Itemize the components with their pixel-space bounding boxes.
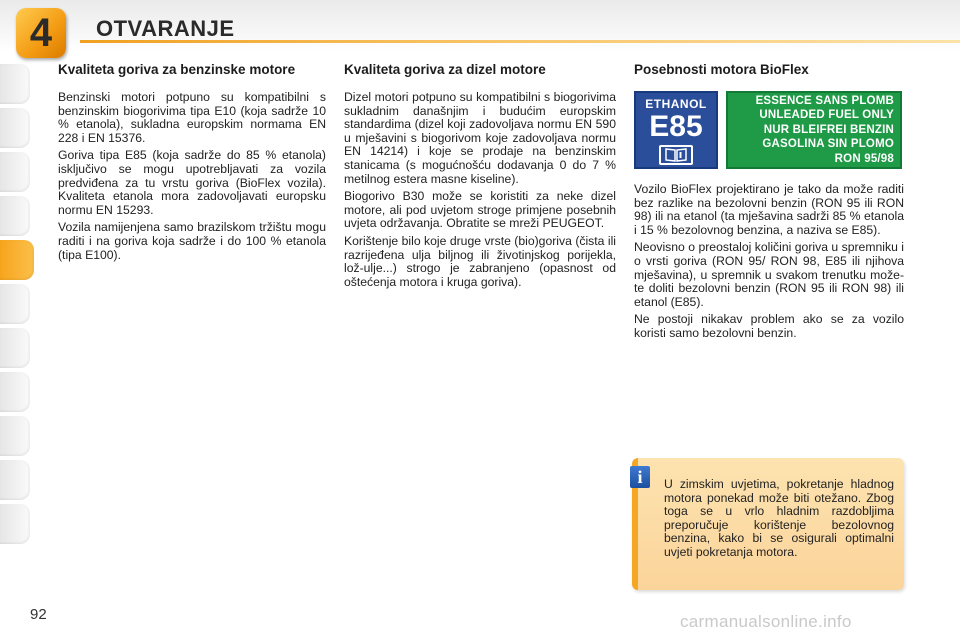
unleaded-label-line: UNLEADED FUEL ONLY xyxy=(759,109,894,122)
chapter-tab[interactable] xyxy=(0,64,30,104)
unleaded-label-line: GASOLINA SIN PLOMO xyxy=(762,138,894,151)
section-title: Posebnosti motora BioFlex xyxy=(634,62,809,77)
petrol-fuel-section xyxy=(58,62,326,266)
paragraph: Vozila namijenjena samo brazilskom tržištu mogu raditi i na goriva koja sadrže i do 100 % etanola (tipa E100). xyxy=(58,220,326,262)
paragraph: Ne postoji nikakav problem ako se za vozilo koristi samo bezolovni benzin. xyxy=(634,312,904,340)
paragraph: Benzinski motori potpuno su kompatibilni s benzinskim biogorivima tipa E10 (koja sadrže 10 % etanola), sukladna europskim normama EN 228 i EN 15376. xyxy=(58,90,326,145)
chapter-tab[interactable] xyxy=(0,284,30,324)
chapter-tab[interactable] xyxy=(0,372,30,412)
info-note-box xyxy=(632,458,904,590)
paragraph: Neovisno o preostaloj količini goriva u spremniku i o vrsti goriva (RON 95/ RON 98, E85 ili njihova mješavina), u spremnik u svakom trenutku može-te doliti bezolovni benzin (RON 95 ili RON 98) ili etanol (E85). xyxy=(634,240,904,309)
chapter-tab[interactable] xyxy=(0,152,30,192)
watermark: carmanualsonline.info xyxy=(680,612,852,631)
chapter-tab[interactable] xyxy=(0,196,30,236)
manual-book-icon xyxy=(659,145,693,165)
unleaded-label-line: ESSENCE SANS PLOMB xyxy=(755,94,894,107)
chapter-tab[interactable] xyxy=(0,416,30,456)
paragraph: Vozilo BioFlex projektirano je tako da može raditi bez razlike na bezolovni benzin (RON 95 ili RON 98) ili na etanol (ta mješavina sadrži 85 % etanola i 15 % bezolovnog benzina, a naziva se E85). xyxy=(634,182,904,237)
chapter-tab[interactable] xyxy=(0,328,30,368)
info-note-text: U zimskim uvjetima, pokretanje hladnog motora ponekad može biti otežano. Zbog toga se u vrlo hladnim razdobljima preporučuje korištenje bezolovnog benzina, kako bi se osigurali optimalni uvjeti pokretanja motora. xyxy=(664,477,894,559)
section-title: Kvaliteta goriva za benzinske motore xyxy=(58,62,296,77)
bioflex-section xyxy=(634,62,904,345)
chapter-badge xyxy=(16,8,66,58)
paragraph: Dizel motori potpuno su kompatibilni s biogorivima sukladnim današnjim i budućim europskim standardima (dizel koji zadovoljava normu EN 590 u mješavini s biogorivom koje zadovoljava normu EN 14214) i koje se prodaje na benzinskim stanicama (s mogućnošću dodavanja 0 do 7 % metilnog estera masne kiseline). xyxy=(344,90,616,186)
chapter-tab[interactable] xyxy=(0,460,30,500)
unleaded-label-line: RON 95/98 xyxy=(834,152,894,165)
page-number: 92 xyxy=(30,606,47,623)
paragraph: Goriva tipa E85 (koja sadrže do 85 % etanola) isključivo se mogu upotrebljavati za vozila predviđena za tu vrstu goriva (BioFlex vozila). Kvaliteta etanola mora zadovoljavati europsku normu EN 15293. xyxy=(58,148,326,217)
unleaded-fuel-label xyxy=(726,91,902,169)
ethanol-label-top: ETHANOL xyxy=(645,97,707,111)
fuel-labels xyxy=(634,91,904,169)
diesel-fuel-section xyxy=(344,62,616,293)
chapter-tab[interactable] xyxy=(0,504,30,544)
info-icon: i xyxy=(630,466,650,488)
ethanol-label-main: E85 xyxy=(649,110,703,143)
ethanol-e85-label xyxy=(634,91,718,169)
section-title: Kvaliteta goriva za dizel motore xyxy=(344,62,546,77)
chapter-tab[interactable] xyxy=(0,108,30,148)
paragraph: Biogorivo B30 može se koristiti za neke dizel motore, ali pod uvjetom stroge primjene posebnih uvjeta održavanja. Obratite se mreži PEUGEOT. xyxy=(344,189,616,231)
paragraph: Korištenje bilo koje druge vrste (bio)goriva (čista ili razrijeđena ulja biljnog ili životinjskog porijekla, lož-ulje...) strogo je zabranjeno (opasnost od oštećenja motora i kruga goriva). xyxy=(344,233,616,289)
chapter-tabs xyxy=(0,64,34,548)
unleaded-label-line: NUR BLEIFREI BENZIN xyxy=(763,123,894,136)
chapter-title: OTVARANJE xyxy=(96,16,235,41)
chapter-number: 4 xyxy=(29,11,53,55)
chapter-tab-active[interactable] xyxy=(0,240,34,280)
